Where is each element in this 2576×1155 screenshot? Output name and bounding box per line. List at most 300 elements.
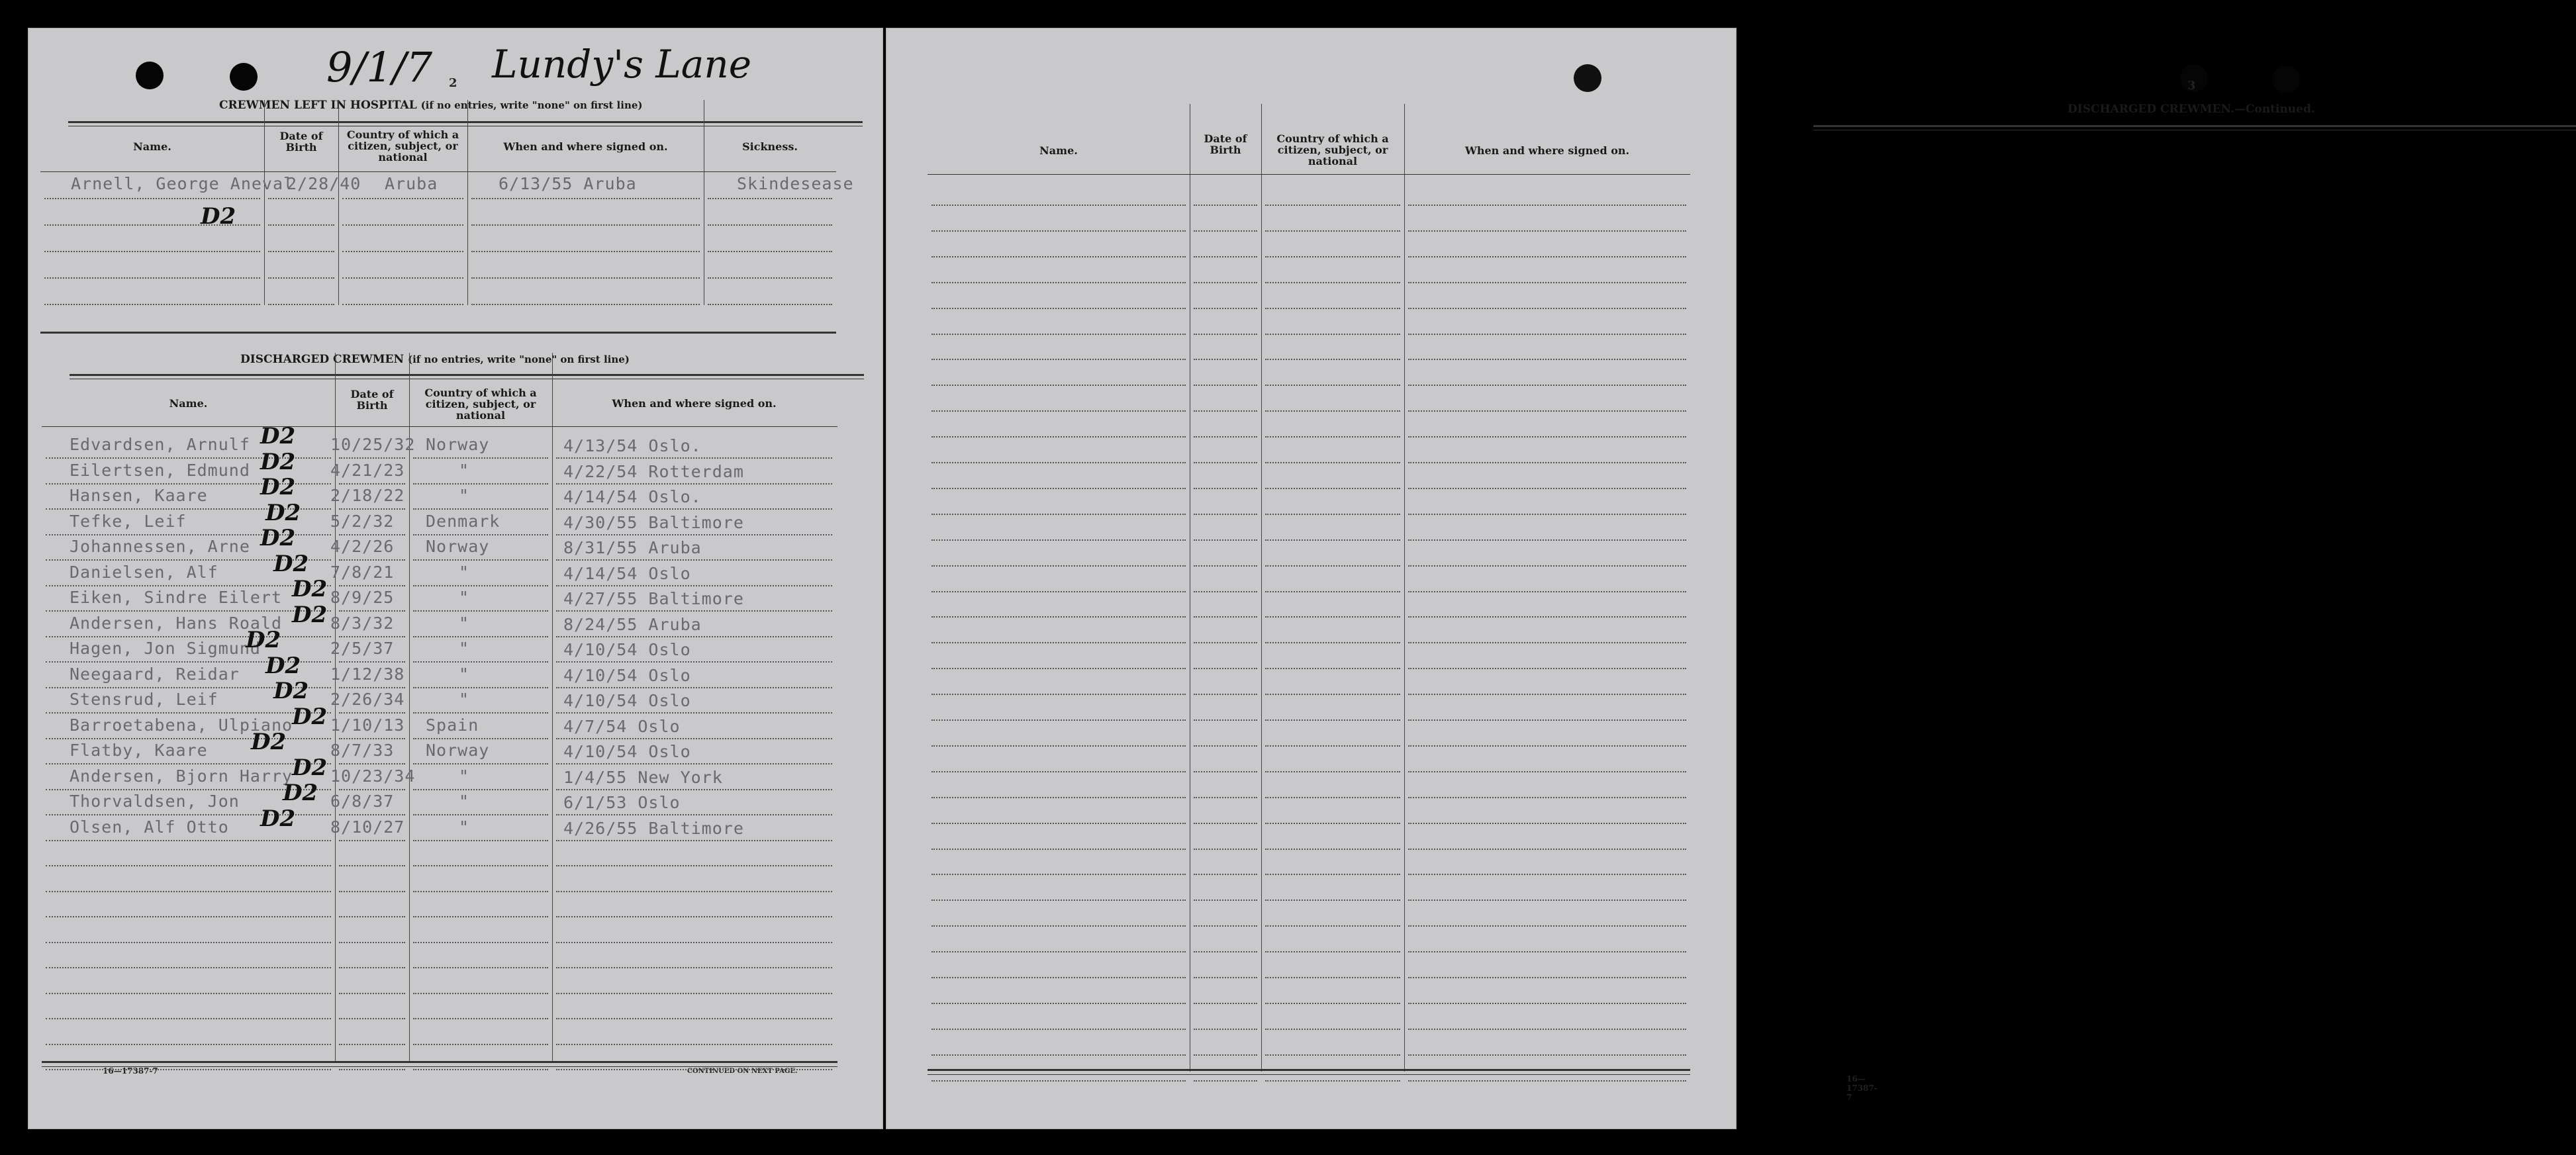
dotted-line (1265, 410, 1400, 412)
dotted-line (1265, 488, 1400, 489)
dotted-line (556, 1044, 832, 1045)
dotted-line (1194, 771, 1257, 772)
punch-hole (2272, 66, 2300, 93)
dotted-line (931, 205, 1186, 206)
dotted-line (342, 198, 463, 199)
crew-country: Norway (426, 435, 490, 454)
dotted-line (1194, 849, 1257, 850)
dotted-line (413, 865, 548, 866)
discharge-mark: D2 (260, 423, 296, 449)
dotted-line (1408, 1003, 1686, 1004)
dotted-line (268, 251, 334, 252)
dotted-line (46, 585, 331, 586)
dotted-line (931, 385, 1186, 386)
column-divider (467, 100, 468, 305)
dotted-line (339, 661, 405, 663)
dotted-line (339, 967, 405, 968)
crew-name: Stensrud, Leif (70, 690, 218, 709)
dotted-line (339, 534, 405, 535)
dotted-line (931, 488, 1186, 489)
dotted-line (339, 814, 405, 815)
dotted-line (342, 251, 463, 252)
dotted-line (1194, 308, 1257, 309)
dotted-line (1265, 436, 1400, 438)
dotted-line (339, 1044, 405, 1045)
crew-signed-on: 4/10/54 Oslo (563, 640, 691, 659)
dotted-line (46, 891, 331, 892)
crew-name: Eiken, Sindre Eilert (70, 588, 283, 607)
crew-dob: 2/5/37 (330, 639, 395, 658)
dotted-line (413, 687, 548, 688)
dotted-line (931, 616, 1186, 618)
dotted-line (556, 508, 832, 510)
page-number: 3 (2187, 79, 2196, 93)
dotted-line (339, 610, 405, 612)
dotted-line (1408, 977, 1686, 978)
dotted-line (46, 865, 331, 866)
dotted-line (931, 977, 1186, 978)
crew-dob: 6/8/37 (330, 792, 395, 811)
dotted-line (1265, 849, 1400, 850)
crew-name: Flatby, Kaare (70, 741, 208, 760)
dotted-line (471, 224, 700, 226)
dotted-line (46, 967, 331, 968)
dotted-line (413, 636, 548, 637)
crew-country: " (459, 664, 470, 684)
dotted-line (1265, 359, 1400, 360)
dotted-line (1265, 745, 1400, 747)
dotted-line (556, 559, 832, 561)
dotted-line (413, 508, 548, 510)
dotted-line (1265, 205, 1400, 206)
dotted-line (931, 797, 1186, 798)
dotted-line (1194, 1003, 1257, 1004)
crew-signed-on: 8/31/55 Aruba (563, 538, 702, 557)
hospital-cell: 6/13/55 Aruba (499, 174, 637, 193)
dotted-line (556, 763, 832, 764)
dotted-line (1265, 951, 1400, 952)
column-header: Country of which a citizen, subject, or national (346, 128, 459, 163)
crew-country: " (459, 690, 470, 709)
column-header: Name. (1039, 144, 1078, 157)
crew-signed-on: 4/27/55 Baltimore (563, 589, 744, 608)
table-bottom-rule (40, 332, 836, 334)
dotted-line (1408, 694, 1686, 695)
column-header: Name. (169, 397, 208, 410)
dotted-line (1194, 694, 1257, 695)
dotted-line (1194, 359, 1257, 360)
dotted-line (708, 224, 832, 226)
right-page (886, 28, 2315, 1129)
crew-dob: 7/8/21 (330, 562, 395, 582)
dotted-line (1265, 1003, 1400, 1004)
dotted-line (1408, 823, 1686, 824)
discharge-mark: D2 (292, 601, 328, 628)
crew-country: " (459, 817, 470, 837)
dotted-line (931, 694, 1186, 695)
dotted-line (339, 942, 405, 943)
dotted-line (1194, 514, 1257, 515)
header-divider (928, 174, 1690, 175)
dotted-line (931, 1003, 1186, 1004)
dotted-line (931, 849, 1186, 850)
dotted-line (1194, 719, 1257, 721)
dotted-line (1265, 334, 1400, 335)
dotted-line (339, 738, 405, 739)
dotted-line (1194, 410, 1257, 412)
dotted-line (413, 585, 548, 586)
crew-name: Thorvaldsen, Jon (70, 792, 240, 811)
handwritten-date: 9/1/7 (326, 43, 433, 91)
dotted-line (339, 687, 405, 688)
dotted-line (1194, 230, 1257, 232)
dotted-line (1265, 256, 1400, 257)
dotted-line (931, 591, 1186, 592)
dotted-line (1408, 205, 1686, 206)
dotted-line (1408, 1054, 1686, 1056)
dotted-line (1265, 591, 1400, 592)
discharge-mark: D2 (273, 678, 309, 704)
discharge-mark: D2 (260, 525, 296, 551)
dotted-line (1265, 1080, 1400, 1082)
hospital-heading: CREWMEN LEFT IN HOSPITAL (if no entries, write "none" on first line) (219, 99, 643, 112)
dotted-line (556, 712, 832, 714)
crew-dob: 4/2/26 (330, 537, 395, 556)
divider (68, 121, 863, 123)
dotted-line (46, 942, 331, 943)
dotted-line (1194, 436, 1257, 438)
crew-signed-on: 4/22/54 Rotterdam (563, 461, 744, 481)
crew-name: Johannessen, Arne (70, 537, 250, 556)
column-divider (1261, 104, 1262, 1072)
crew-name: Tefke, Leif (70, 511, 187, 531)
dotted-line (1265, 462, 1400, 463)
dotted-line (931, 230, 1186, 232)
crew-country: " (459, 639, 470, 658)
crew-name: Edvardsen, Arnulf (70, 435, 250, 454)
divider (70, 374, 864, 376)
dotted-line (46, 738, 331, 739)
dotted-line (1408, 900, 1686, 901)
dotted-line (339, 457, 405, 459)
dotted-line (931, 1029, 1186, 1030)
dotted-line (1265, 282, 1400, 283)
dotted-line (1265, 668, 1400, 669)
dotted-line (46, 840, 331, 841)
dotted-line (556, 1069, 832, 1070)
dotted-line (556, 1018, 832, 1019)
dotted-line (46, 636, 331, 637)
dotted-line (1194, 256, 1257, 257)
dotted-line (413, 1018, 548, 1019)
discharge-mark: D2 (246, 627, 281, 653)
dotted-line (339, 993, 405, 994)
dotted-line (1408, 565, 1686, 567)
dotted-line (1265, 539, 1400, 541)
dotted-line (556, 916, 832, 917)
dotted-line (1408, 745, 1686, 747)
crew-name: Neegaard, Reidar (70, 664, 240, 684)
dotted-line (413, 738, 548, 739)
crew-dob: 1/10/13 (330, 715, 405, 735)
dotted-line (1265, 616, 1400, 618)
punch-hole (230, 63, 258, 91)
dotted-line (339, 508, 405, 510)
dotted-line (46, 1018, 331, 1019)
dotted-line (1408, 849, 1686, 850)
column-header: Date of Birth (350, 388, 394, 412)
crew-name: Danielsen, Alf (70, 562, 218, 582)
dotted-line (931, 359, 1186, 360)
dotted-line (44, 198, 260, 199)
dotted-line (339, 865, 405, 866)
table-bottom-rule (42, 1061, 837, 1063)
dotted-line (931, 719, 1186, 721)
discharge-mark: D2 (260, 474, 296, 500)
dotted-line (1265, 797, 1400, 798)
dotted-line (1194, 900, 1257, 901)
form-number: 16—17387-7 (1846, 1074, 1878, 1102)
crew-country: " (459, 766, 470, 786)
dotted-line (342, 224, 463, 226)
dotted-line (413, 712, 548, 714)
dotted-line (1265, 977, 1400, 978)
dotted-line (1194, 874, 1257, 875)
crew-dob: 8/10/27 (330, 817, 405, 837)
dotted-line (556, 610, 832, 612)
dotted-line (413, 763, 548, 764)
dotted-line (1408, 719, 1686, 721)
dotted-line (931, 462, 1186, 463)
crew-country: Norway (426, 741, 490, 760)
crew-dob: 2/18/22 (330, 486, 405, 505)
dotted-line (931, 565, 1186, 567)
dotted-line (342, 304, 463, 305)
dotted-line (1265, 719, 1400, 721)
crew-signed-on: 4/7/54 Oslo (563, 716, 681, 736)
hospital-cell: Skindesease (737, 174, 854, 193)
crew-signed-on: 4/10/54 Oslo (563, 691, 691, 710)
table-bottom-rule (928, 1074, 1690, 1075)
column-divider (552, 353, 553, 1063)
dotted-line (931, 823, 1186, 824)
punch-hole (1574, 64, 1601, 92)
hospital-cell: 2/28/40 (287, 174, 361, 193)
dotted-line (1194, 925, 1257, 927)
dotted-line (1265, 1029, 1400, 1030)
dotted-line (1194, 797, 1257, 798)
dotted-line (931, 642, 1186, 643)
dotted-line (413, 967, 548, 968)
dotted-line (46, 993, 331, 994)
crew-signed-on: 8/24/55 Aruba (563, 614, 702, 634)
dotted-line (1194, 205, 1257, 206)
dotted-line (1194, 1054, 1257, 1056)
punch-hole (136, 62, 164, 89)
dotted-line (1408, 462, 1686, 463)
dotted-line (931, 308, 1186, 309)
dotted-line (413, 1044, 548, 1045)
dotted-line (339, 891, 405, 892)
crew-signed-on: 4/10/54 Oslo (563, 742, 691, 761)
dotted-line (1194, 951, 1257, 952)
dotted-line (1194, 282, 1257, 283)
crew-dob: 2/26/34 (330, 690, 405, 709)
column-header: When and where signed on. (612, 397, 777, 410)
crew-signed-on: 4/14/54 Oslo (563, 563, 691, 583)
column-header: Sickness. (742, 140, 798, 153)
crew-country: " (459, 460, 470, 480)
dotted-line (1194, 642, 1257, 643)
discharged-continued-heading: DISCHARGED CREWMEN.—Continued. (2068, 103, 2315, 116)
dotted-line (556, 661, 832, 663)
dotted-line (931, 539, 1186, 541)
dotted-line (339, 483, 405, 485)
dotted-line (931, 874, 1186, 875)
dotted-line (1408, 334, 1686, 335)
dotted-line (931, 668, 1186, 669)
dotted-line (1408, 616, 1686, 618)
dotted-line (931, 745, 1186, 747)
dotted-line (1408, 951, 1686, 952)
dotted-line (931, 771, 1186, 772)
discharge-mark: D2 (292, 703, 328, 730)
crew-country: " (459, 562, 470, 582)
table-bottom-rule (928, 1069, 1690, 1071)
dotted-line (339, 636, 405, 637)
dotted-line (1194, 745, 1257, 747)
hospital-cell: Arnell, George Aneval (71, 174, 295, 193)
discharge-mark: D2 (260, 448, 296, 475)
table-bottom-rule (42, 1066, 837, 1067)
column-divider (1404, 104, 1405, 1072)
dotted-line (556, 457, 832, 459)
column-header: When and where signed on. (503, 140, 668, 153)
crew-name: Andersen, Hans Roald (70, 613, 283, 633)
discharge-mark: D2 (265, 652, 301, 679)
dotted-line (556, 942, 832, 943)
crew-name: Barroetabena, Ulpiano (70, 715, 293, 735)
dotted-line (931, 951, 1186, 952)
dotted-line (556, 993, 832, 994)
column-header: Name. (133, 140, 171, 153)
column-divider (264, 100, 265, 305)
dotted-line (471, 277, 700, 279)
dotted-line (1194, 488, 1257, 489)
dotted-line (1408, 488, 1686, 489)
header-divider (40, 171, 836, 172)
dotted-line (268, 277, 334, 279)
dotted-line (1408, 1029, 1686, 1030)
dotted-line (1194, 565, 1257, 567)
dotted-line (1408, 874, 1686, 875)
crew-country: " (459, 588, 470, 607)
dotted-line (1265, 771, 1400, 772)
dotted-line (1194, 616, 1257, 618)
crew-dob: 8/7/33 (330, 741, 395, 760)
dotted-line (1408, 359, 1686, 360)
dotted-line (1265, 514, 1400, 515)
dotted-line (1265, 385, 1400, 386)
dotted-line (931, 1080, 1186, 1082)
column-divider (338, 100, 339, 305)
column-divider (409, 353, 410, 1063)
column-header: Country of which a citizen, subject, or national (1276, 132, 1389, 167)
dotted-line (556, 483, 832, 485)
dotted-line (339, 712, 405, 714)
dotted-line (339, 763, 405, 764)
dotted-line (1194, 1080, 1257, 1082)
dotted-line (1265, 308, 1400, 309)
dotted-line (342, 277, 463, 279)
crew-country: Norway (426, 537, 490, 556)
dotted-line (1194, 334, 1257, 335)
dotted-line (44, 251, 260, 252)
discharged-heading: DISCHARGED CREWMEN (if no entries, write "none" on first line) (240, 353, 630, 366)
dotted-line (931, 334, 1186, 335)
dotted-line (556, 814, 832, 815)
crew-dob: 8/3/32 (330, 613, 395, 633)
dotted-line (1194, 462, 1257, 463)
dotted-line (413, 610, 548, 612)
crew-name: Eilertsen, Edmund (70, 460, 250, 480)
dotted-line (1265, 694, 1400, 695)
dotted-line (413, 661, 548, 663)
dotted-line (46, 1044, 331, 1045)
discharge-mark: D2 (201, 203, 236, 230)
dotted-line (471, 304, 700, 305)
dotted-line (44, 304, 260, 305)
crew-signed-on: 4/13/54 Oslo. (563, 436, 702, 455)
dotted-line (413, 789, 548, 790)
dotted-line (1265, 874, 1400, 875)
dotted-line (708, 277, 832, 279)
crew-signed-on: 1/4/55 New York (563, 767, 723, 787)
dotted-line (413, 1069, 548, 1070)
page-number: 2 (449, 76, 457, 90)
dotted-line (1408, 1080, 1686, 1082)
dotted-line (1265, 925, 1400, 927)
form-number: 16—17387-7 (103, 1066, 158, 1076)
crew-dob: 5/2/32 (330, 511, 395, 531)
handwritten-title: Lundy's Lane (492, 42, 752, 87)
dotted-line (413, 840, 548, 841)
dotted-line (1408, 436, 1686, 438)
dotted-line (1265, 565, 1400, 567)
dotted-line (413, 814, 548, 815)
dotted-line (339, 789, 405, 790)
dotted-line (708, 251, 832, 252)
dotted-line (268, 198, 334, 199)
dotted-line (46, 916, 331, 917)
dotted-line (931, 925, 1186, 927)
dotted-line (413, 559, 548, 561)
dotted-line (1194, 1029, 1257, 1030)
crew-country: " (459, 486, 470, 505)
discharge-mark: D2 (251, 729, 287, 755)
dotted-line (268, 224, 334, 226)
dotted-line (556, 585, 832, 586)
dotted-line (471, 198, 700, 199)
column-header: When and where signed on. (1464, 144, 1630, 157)
dotted-line (1194, 385, 1257, 386)
dotted-line (339, 559, 405, 561)
discharge-mark: D2 (265, 499, 301, 526)
dotted-line (1265, 642, 1400, 643)
continued-note: CONTINUED ON NEXT PAGE. (687, 1068, 798, 1075)
dotted-line (556, 738, 832, 739)
dotted-line (413, 942, 548, 943)
